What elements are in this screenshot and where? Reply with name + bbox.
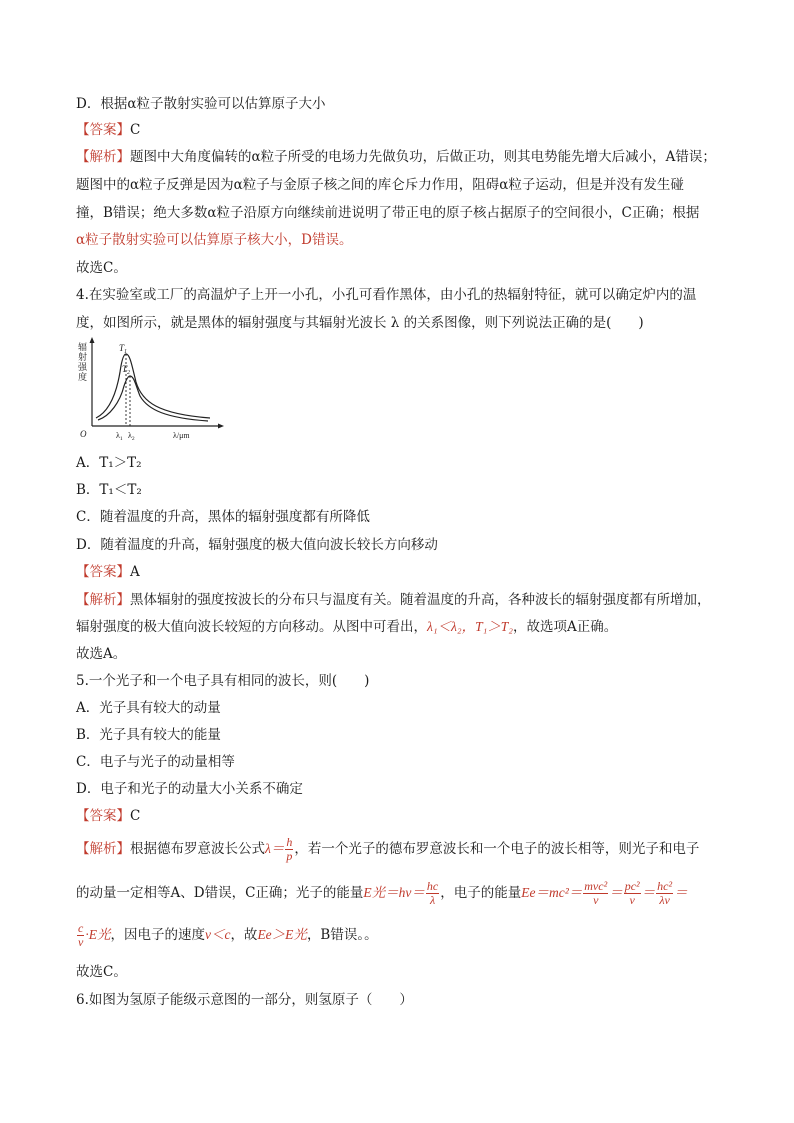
q3-choose: 故选C。 (76, 260, 127, 276)
q5-analysis-line-2 (76, 880, 688, 907)
label-t1: $T_1$ (119, 343, 128, 355)
analysis-text: ，故选项A正确。 (512, 619, 618, 635)
label-origin: O (80, 429, 87, 439)
analysis-tag: 【解析】 (76, 592, 130, 608)
analysis-text: 题图中大角度偏转的α粒子所受的电场力先做负功，后做正功，则其电势能先增大后减小，A错误； (130, 149, 716, 165)
analysis-text: 根据德布罗意波长公式 (130, 841, 265, 857)
analysis-text: 辐射强度的极大值向波长较短的方向移动。从图中可看出， (76, 619, 427, 635)
q4-stem-line-2: 度，如图所示，就是黑体的辐射强度与其辐射光波长 λ 的关系图像，则下列说法正确的是( ) (76, 315, 644, 331)
label-x-axis: λ/μm (173, 431, 190, 440)
q4-answer (76, 563, 140, 581)
answer-tag: 【答案】 (76, 122, 130, 138)
figure-y-arrow (90, 337, 95, 343)
analysis-text: ，故 (230, 927, 258, 943)
formula-h-over-p: $\frac{h}{p}$ (286, 835, 293, 863)
label-t2: $T_2$ (122, 364, 131, 376)
formula-equals: ＝ (641, 885, 656, 900)
q5-option-a: A．光子具有较大的动量 (76, 700, 221, 716)
analysis-text: ，因电子的速度 (110, 927, 205, 943)
figure-ylabel-2: 射 (78, 353, 88, 363)
q4-analysis-line-2 (76, 618, 617, 636)
q5-answer (76, 807, 140, 825)
analysis-text: ，电子的能量 (440, 885, 522, 901)
figure-x-arrow (218, 424, 224, 429)
q4-option-b: B．T₁＜T₂ (76, 482, 142, 498)
analysis-tag: 【解析】 (76, 149, 130, 165)
answer-tag: 【答案】 (76, 564, 130, 580)
formula-equals: ＝ (609, 885, 623, 900)
answer-value: C (130, 122, 141, 138)
q3-analysis-line-3: 撞，B错误；绝大多数α粒子沿原方向继续前进说明了带正电的原子核占据原子的空间很小，C正确；根据 (76, 205, 700, 221)
figure-ylabel-3: 强 (78, 363, 88, 373)
q3-answer (76, 121, 140, 139)
answer-value: C (130, 808, 141, 824)
formula-photon-energy-term: ·E光 (85, 927, 111, 942)
label-lambda1: $\lambda_1$ (116, 431, 123, 442)
q5-option-b: B．光子具有较大的能量 (76, 727, 221, 743)
q4-analysis-line-1 (76, 591, 711, 609)
label-lambda2: $\lambda_2$ (128, 431, 135, 442)
q5-analysis-line-1 (76, 836, 699, 863)
q6-stem: 6.如图为氢原子能级示意图的一部分，则氢原子（ ） (76, 992, 413, 1008)
formula-equals: ＝ (674, 885, 688, 900)
q5-choose: 故选C。 (76, 964, 127, 980)
figure-ylabel-1: 辐 (78, 343, 88, 353)
q4-option-a: A．T₁＞T₂ (76, 455, 142, 471)
formula-v-less-c: v＜c (204, 927, 231, 942)
q5-option-c: C．电子与光子的动量相等 (76, 754, 235, 770)
formula-lambda: λ＝ (265, 841, 285, 856)
blackbody-radiation-figure (76, 336, 226, 446)
analysis-text: ，若一个光子的德布罗意波长和一个电子的波长相等，则光子和电子 (294, 841, 700, 857)
formula-hc2-over-lambda-v: $\frac{\text{hc²}}{\lambda v}$ (657, 879, 673, 907)
q4-stem-line-1: 4.在实验室或工厂的高温炉子上开一小孔，小孔可看作黑体，由小孔的热辐射特征，就可以确定炉内的温 (76, 287, 697, 303)
formula-mvc2-over-v: $\frac{\text{mvc²}}{v}$ (584, 879, 608, 907)
q3-analysis-line-1 (76, 148, 716, 166)
answer-value: A (130, 564, 140, 580)
analysis-text: 的动量一定相等A、D错误，C正确；光子的能量 (76, 885, 364, 901)
q4-choose: 故选A。 (76, 646, 127, 662)
formula-photon-energy: E光＝hν＝ (363, 885, 425, 900)
figure-ylabel-4: 度 (78, 373, 88, 383)
analysis-tag: 【解析】 (76, 841, 130, 857)
formula-energy-compare: Ee＞E光 (257, 927, 307, 942)
analysis-text: 黑体辐射的强度按波长的分布只与温度有关。随着温度的升高，各种波长的辐射强度都有所增加， (130, 592, 711, 608)
q5-stem: 5.一个光子和一个电子具有相同的波长，则( ) (76, 673, 370, 689)
analysis-text: ，B错误。。 (306, 927, 378, 943)
formula-hc-over-lambda: $\frac{hc}{\lambda}$ (426, 879, 439, 907)
q5-option-d: D．电子和光子的动量大小关系不确定 (76, 781, 303, 797)
answer-tag: 【答案】 (76, 808, 130, 824)
q3-analysis-line-2: 题图中的α粒子反弹是因为α粒子与金原子核之间的库仑斥力作用，阻碍α粒子运动，但是并没有发生碰 (76, 177, 684, 193)
curve-t2 (98, 376, 208, 421)
formula-electron-energy: Ee＝mc²＝ (521, 885, 583, 900)
formula-pc2-over-v: $\frac{\text{pc²}}{v}$ (624, 879, 640, 907)
q4-option-d: D．随着温度的升高，辐射强度的极大值向波长较长方向移动 (76, 537, 438, 553)
formula-c-over-v: $\frac{c}{v}$ (78, 921, 84, 949)
analysis-math: λ₁＜λ₂，T₁＞T₂ (427, 619, 513, 634)
q5-analysis-line-3 (76, 922, 378, 949)
q3-analysis-line-4: α粒子散射实验可以估算原子核大小，D错误。 (76, 232, 353, 248)
q3-option-d: D．根据α粒子散射实验可以估算原子大小 (76, 96, 326, 112)
q4-option-c: C．随着温度的升高，黑体的辐射强度都有所降低 (76, 509, 370, 525)
